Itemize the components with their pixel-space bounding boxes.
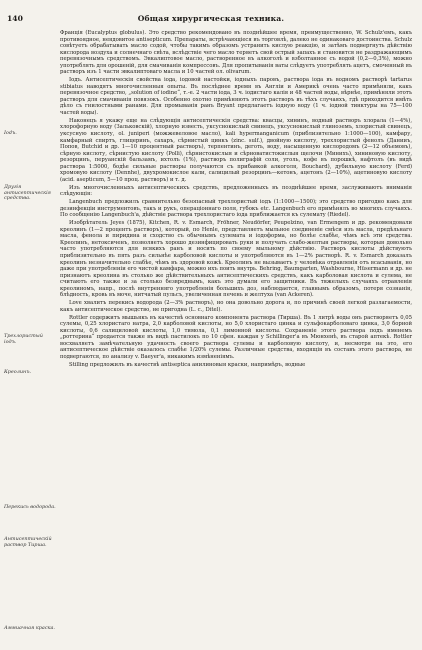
margin-note-aniline-dyes: Аммиачная краска. bbox=[4, 625, 55, 631]
paragraph-recent-antiseptics: Изъ многочисленныхъ антисептическихъ средствъ, предложенныхъ въ позднѣйшее время, заслуживаютъ вниманія слѣдующія: bbox=[60, 184, 412, 198]
margin-note-other-antiseptics: Другія антисептическія средства. bbox=[4, 184, 51, 202]
paragraph-other-antiseptics: Наконецъ я укажу еще на слѣдующія антисептическія средства: квасцы, хининъ, водный растворъ хлорала (1—4%), хлорофорную воду (Зальковскій), хлорную известь, уксуснокислый свинецъ, уксуснокислый глиноземъ, хлористый свинецъ, уксусную кислоту, ol. juniperi (можжевеловое масло), kali hypermanganicum (приблизительно 1:1000—100), камфару, камфарный спиртъ, глицеринъ, сахаръ, сѣрнистый цинкъ (zinc. sulf.), двойную кислоту, трехлористый фенолъ (Данииъ, Попов, Butchid и др. 1—10 процентный растворъ), терпентинъ, деготь, воду, насыщенную кислородомъ (2—12 объемовъ), сѣрную кислоту, сѣрнистую кислоту (Polli), сѣрнистокислыя и сѣрноватистокислыя щелочи (Минихъ), хининовую кислоту, резорцинъ, перуанскій бальзамъ, ихтолъ (1%), растворъ полиграфій соли, уголь, кофе въ порошкѣ, нафтолъ (въ видѣ раствора 1:5000, бодѣе сильные растворы получаются съ прибавкой алкоголя, Bouchard), дубильную кислоту (Ferd) хромовую кислоту (Dennhe), двухромокислое кали, салицилый резорцинъ—кетонъ, ацетонъ (2—10%), ацетиновую кислоту (acid. asepticum, 5—10 проц. растворъ) и т. д. bbox=[60, 117, 412, 183]
margin-note-iod: Iodъ. bbox=[4, 130, 17, 136]
paragraph-trichloride-iodine: Langenbuch предложилъ сравнительно безопасный трехлористый іодъ (1:1000—1500); это средство пригодно какъ для дезинфекціи инструментовъ, такъ и рукъ, операціоннаго поля, губокъ etc. Langenbuch его примѣнялъ во многихъ случаяхъ. По сообщенію Langenbuch'а, дѣйствіе раствора трехлористаго іода приближается къ сулемату (Riedel). bbox=[60, 199, 412, 219]
margin-note-creolin: Креолинъ. bbox=[4, 369, 32, 375]
page-header bbox=[0, 14, 422, 28]
running-title: Общая хирургическая техника. bbox=[137, 14, 285, 23]
paragraph-creolin: Изобрѣтатель Jeyes (1875), Kitchen, R. v. Esmarch, Fröhner, Neudörfer, Peupelzino, van Ermengem и др. рекомендовали креолинъ (1—2 процентъ растворъ), который, по Henle, представляетъ мыльное соединеніе смѣси изъ масла, предѣльнаго масла, фенола и пиридина и сходство съ обычнымъ сулемата и іодоформа, но болѣе слабѣе, чѣмъ всѣ эти средства. Креолинъ, нетоксиченъ, позволяетъ хорошо дезинфицировать руки и получать слабо-желтыя растворы, которыя довольно часто употребляются для всякихъ ранъ и носить по своему мыльному дѣйствію. Растворъ кислоты дѣйствуютъ приблизительно въ пять разъ сильнѣе карболовой кислоты и употребляются въ 1—2% растворѣ. R. v. Esmarch доказалъ креолинъ незначительно слабѣе, чѣмъ въ здоровой кожѣ. Креолинъ не вызываетъ у человѣка отравленія отъ всасыванія, но даже при употребленіи его чистой камфара, можно ихъ поить внутрь. Behring, Baumgarten, Washbourne, Hüsermann и др. не признаютъ креолина въ столько же дѣйствительныхъ антисептическихъ средствъ, какъ карболовая кислота и сулема, не считаютъ его также и за столько безвреднымъ, какъ это думали его защитники. Въ тяжелыхъ случаяхъ отравленія креолиномъ, напр., послѣ внутренняго употребленія большихъ доз, наблюдается, главнымъ образомъ, потеря сознанія, блѣдность, кровь въ моче, нитчатый пульсъ, увеличенная печень и желтуха (van Ackeren). bbox=[60, 220, 412, 299]
paragraph-thiersch-solution: Rottler содержитъ мышьякъ въ качествѣ основнаго компонента раствора (Тирша). Въ 1 литрѣ воды онъ растворяетъ 0,05 сулемы, 0,25 хлористаго натра, 2,0 карболовой кислоты, но 5,0 хлористаго цинка и сульфокарболоваго цинка, 3,0 борной кислоты, 0,6 салициловой кислоты, 1,0 тимола, 0,1 лимонной кислоты. Сохраненіе этого раствора подъ именемъ „роттерина“ продается также въ видѣ пастилокъ по 10 сфен. каждая у Schillinger'а въ Мюнхенѣ, въ старой аптекѣ. Rottler восхваляетъ замѣчательную удачность своего раствора сулемы и карболовую кислоту, и, несмотря на это, его антисептическое дѣйствіе оказалось слабѣе 1/20% сулемы. Различные средства, входящія въ составъ этого раствора, не подвергаются, по анализу v. Baeyer'а, никакимъ измѣненіямъ. bbox=[60, 314, 412, 360]
body-text bbox=[60, 30, 412, 370]
page-number: 140 bbox=[7, 14, 23, 23]
paragraph-eucalyptus: Франція (Eucalyptus globulus). Это средство рекомендовано въ позднѣйшее время, преимущественно, W. Schulz'емъ, какъ противоядное, неядовитое antisepticum. Препараты, встрѣчающіеся въ торговлѣ, далеко не одинаковаго достоинства. Schulz совѣтуетъ обрабатывать масло содой, чтобы такимъ образомъ устранить кислую реакцію, и затѣмъ подвергнуть дѣйствію кислорода воздуха и солнечнаго свѣта, вслѣдствіе чего масло теряетъ свой острый запахъ и становится не раздражающимъ перевязочнымъ средствомъ. Эвкалиптовое масло, растворенное въ алкоголѣ и взболтанное съ водой (0,2—0,3%), можно употреблять для орошеній, для смачиванія компрессовъ. Для пропитыванія ваты слѣдуетъ употреблять ацетъ, смоченный въ растворъ изъ 1 части эвкалиптоваго масла и 10 частей ол. olivarum. bbox=[60, 30, 413, 76]
paragraph-aniline-dyes: Stilling предложилъ въ качествѣ antiseptica анилиновыя краски, напримѣръ, водные bbox=[69, 361, 306, 368]
margin-note-hydrogen-peroxide: Перекись водорода. bbox=[4, 504, 56, 510]
margin-note-trichloride-iodine: Трехлористый іодъ. bbox=[4, 333, 43, 345]
paragraph-iodine: Іодъ. Антисептическія свойства іода, іодовой настойки, іодныхъ паровъ, раствора іода въ водномъ растворѣ tartarus stibiatus наводятъ многочисленныя опыты. Въ послѣднее время въ Англіи и Америкѣ очень часто примѣняли, какъ перевязочное средство, „solution of iodine“, т.-е. 2 части іода, 3 ч. іодистаго калія и 48 частей воды, вѣрнѣе, примѣняли этотъ растворъ для смачиванія повязокъ. Особенно охотно примѣняютъ этотъ растворъ въ тѣхъ случаяхъ, гдѣ приходится имѣть дѣло съ гнилостными ранами. Для промыванія ранъ Bryant предлагаетъ іодную воду (1 ч. іодной тинктуры на 75—100 частей воды). bbox=[60, 77, 412, 116]
margin-note-thiersch-solution: Антисептическій раствор Тирша. bbox=[4, 536, 52, 548]
paragraph-hydrogen-peroxide: Love хвалитъ перекись водорода (2—3% растворъ), но она довольно дорога и, по причинѣ своей легкой разлагаемости, какъ антисептическое средство, не пригодна (L. c., Ditel). bbox=[60, 300, 412, 313]
